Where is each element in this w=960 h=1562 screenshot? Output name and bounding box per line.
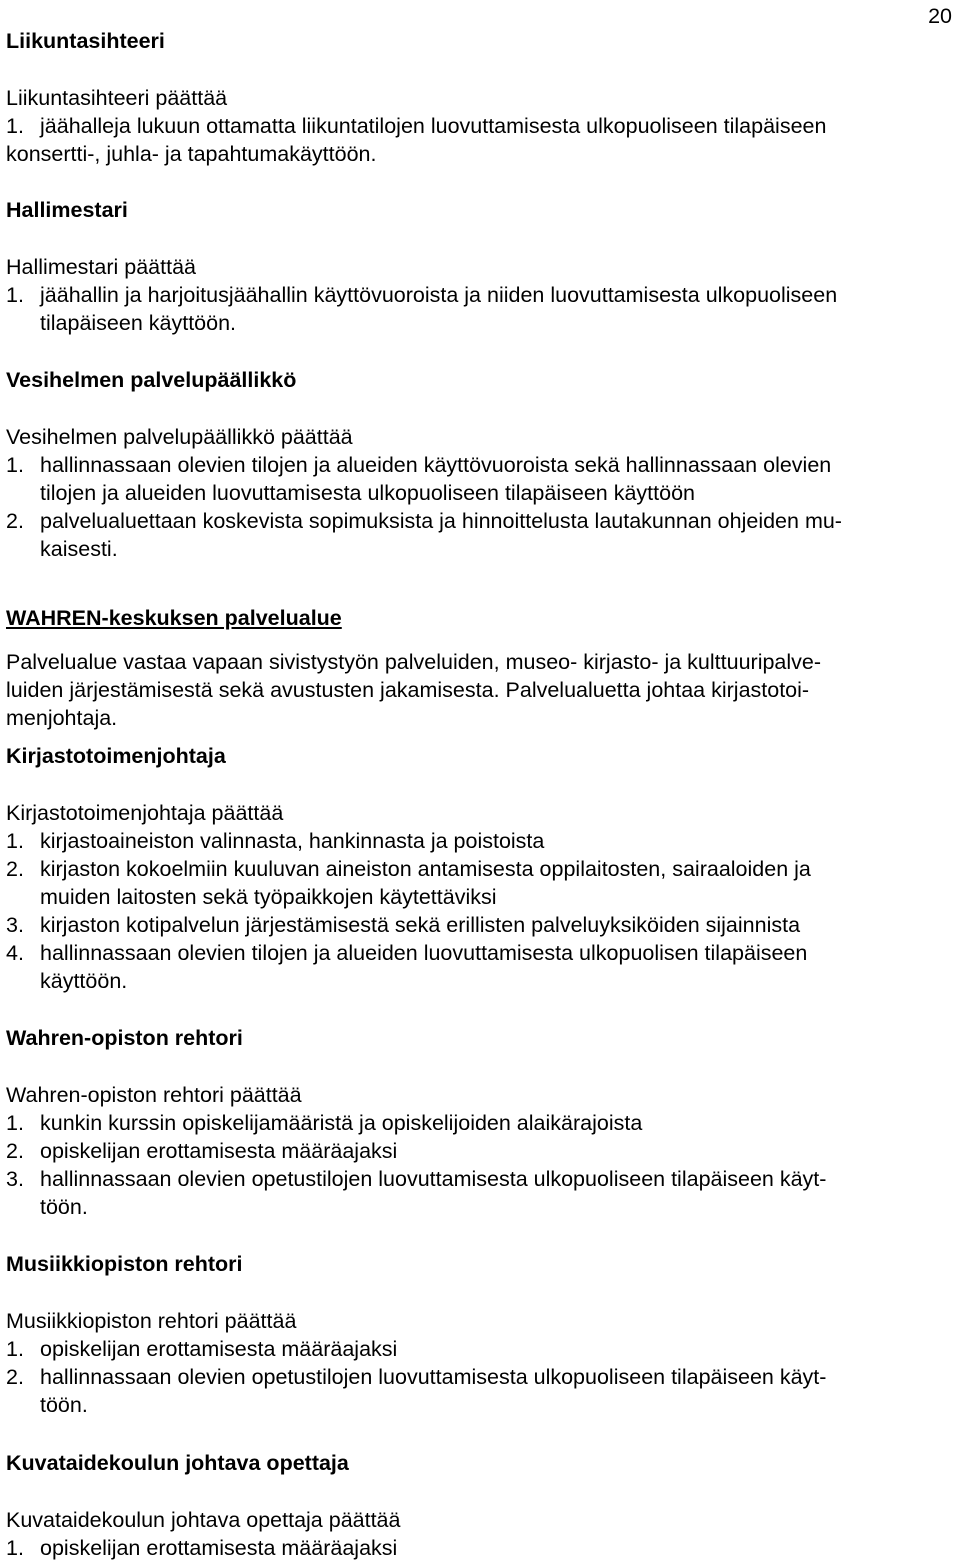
list-item-text: opiskelijan erottamisesta määräajaksi bbox=[40, 1536, 398, 1560]
list-item-text: muiden laitosten sekä työpaikkojen käytettäviksi bbox=[40, 885, 497, 909]
list-item-text: opiskelijan erottamisesta määräajaksi bbox=[40, 1337, 398, 1361]
list-item-number: 3. bbox=[6, 1167, 24, 1191]
section-heading-kirjastotoimenjohtaja: Kirjastotoimenjohtaja bbox=[6, 744, 226, 768]
list-item-text: hallinnassaan olevien opetustilojen luovuttamisesta ulkopuoliseen tilapäiseen käyt- bbox=[40, 1167, 827, 1191]
section-intro: Kirjastotoimenjohtaja päättää bbox=[6, 801, 284, 825]
list-item-text: opiskelijan erottamisesta määräajaksi bbox=[40, 1139, 398, 1163]
list-item-number: 4. bbox=[6, 941, 24, 965]
section-heading-wahren-opisto: Wahren-opiston rehtori bbox=[6, 1026, 243, 1050]
list-item-text: hallinnassaan olevien opetustilojen luovuttamisesta ulkopuoliseen tilapäiseen käyt- bbox=[40, 1365, 827, 1389]
list-item-number: 2. bbox=[6, 857, 24, 881]
list-item-text: kirjastoaineiston valinnasta, hankinnasta ja poistoista bbox=[40, 829, 545, 853]
section-heading-vesihelmen: Vesihelmen palvelupäällikkö bbox=[6, 368, 297, 392]
list-item-number: 1. bbox=[6, 829, 24, 853]
list-item-text: hallinnassaan olevien tilojen ja alueiden käyttövuoroista sekä hallinnassaan olevien bbox=[40, 453, 832, 477]
list-item-number: 3. bbox=[6, 913, 24, 937]
section-intro: Kuvataidekoulun johtava opettaja päättää bbox=[6, 1508, 401, 1532]
list-item-text: töön. bbox=[40, 1195, 88, 1219]
list-item-number: 1. bbox=[6, 1536, 24, 1560]
section-intro: Vesihelmen palvelupäällikkö päättää bbox=[6, 425, 353, 449]
section-intro: Hallimestari päättää bbox=[6, 255, 197, 279]
section-heading-liikuntasihteeri: Liikuntasihteeri bbox=[6, 29, 165, 53]
list-item-text: kunkin kurssin opiskelijamääristä ja opiskelijoiden alaikärajoista bbox=[40, 1111, 643, 1135]
list-item-text: jäähalleja lukuun ottamatta liikuntatilojen luovuttamisesta ulkopuoliseen tilapäiseen bbox=[40, 114, 827, 138]
list-item-text: hallinnassaan olevien tilojen ja alueiden luovuttamisesta ulkopuolisen tilapäiseen bbox=[40, 941, 808, 965]
section-intro: Wahren-opiston rehtori päättää bbox=[6, 1083, 302, 1107]
paragraph-line: menjohtaja. bbox=[6, 706, 118, 730]
list-item-number: 1. bbox=[6, 1337, 24, 1361]
list-item-text: jäähallin ja harjoitusjäähallin käyttövuoroista ja niiden luovuttamisesta ulkopuoliseen bbox=[40, 283, 838, 307]
list-item-number: 1. bbox=[6, 453, 24, 477]
list-item-number: 1. bbox=[6, 283, 24, 307]
list-item-text: käyttöön. bbox=[40, 969, 128, 993]
section-intro: Musiikkiopiston rehtori päättää bbox=[6, 1309, 297, 1333]
list-item-text: palvelualuettaan koskevista sopimuksista ja hinnoittelusta lautakunnan ohjeiden mu- bbox=[40, 509, 842, 533]
list-item-text: kirjaston kotipalvelun järjestämisestä sekä erillisten palveluyksiköiden sijainnista bbox=[40, 913, 801, 937]
section-heading-kuvataidekoulu: Kuvataidekoulun johtava opettaja bbox=[6, 1451, 349, 1475]
list-item-text: töön. bbox=[40, 1393, 88, 1417]
list-item-number: 2. bbox=[6, 1139, 24, 1163]
section-intro: Liikuntasihteeri päättää bbox=[6, 86, 228, 110]
list-item-number: 1. bbox=[6, 1111, 24, 1135]
paragraph-line: luiden järjestämisestä sekä avustusten jakamisesta. Palvelualuetta johtaa kirjastotoi- bbox=[6, 678, 810, 702]
list-item-text: kirjaston kokoelmiin kuuluvan aineiston antamisesta oppilaitosten, sairaaloiden ja bbox=[40, 857, 811, 881]
list-item-text: kaisesti. bbox=[40, 537, 118, 561]
list-item-text: konsertti-, juhla- ja tapahtumakäyttöön. bbox=[6, 142, 377, 166]
list-item-text: tilojen ja alueiden luovuttamisesta ulkopuoliseen tilapäiseen käyttöön bbox=[40, 481, 695, 505]
section-heading-wahren-keskus: WAHREN-keskuksen palvelualue bbox=[6, 606, 342, 630]
list-item-number: 1. bbox=[6, 114, 24, 138]
list-item-text: tilapäiseen käyttöön. bbox=[40, 311, 237, 335]
list-item-number: 2. bbox=[6, 1365, 24, 1389]
paragraph-line: Palvelualue vastaa vapaan sivistystyön palveluiden, museo- kirjasto- ja kulttuuripalve- bbox=[6, 650, 822, 674]
section-heading-musiikkiopisto: Musiikkiopiston rehtori bbox=[6, 1252, 243, 1276]
list-item-number: 2. bbox=[6, 509, 24, 533]
page-number: 20 bbox=[928, 4, 952, 28]
section-heading-hallimestari: Hallimestari bbox=[6, 198, 128, 222]
